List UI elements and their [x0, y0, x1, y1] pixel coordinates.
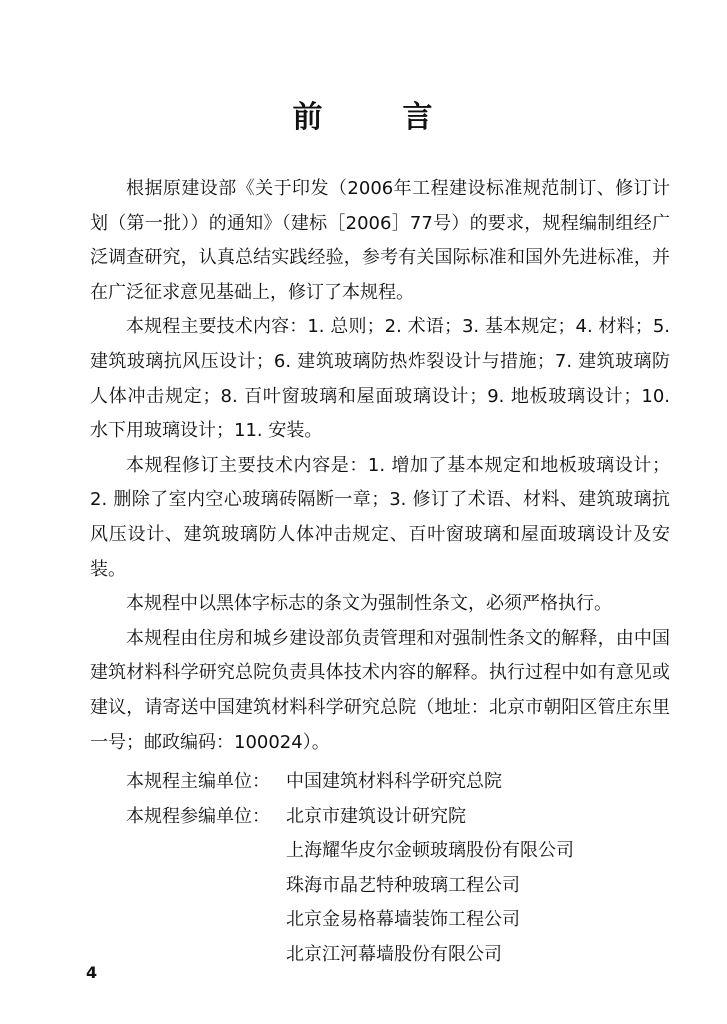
page-title-part1: 前	[292, 100, 325, 135]
page-title-part2: 言	[402, 100, 435, 135]
participating-unit: 珠海市晶艺特种玻璃工程公司	[286, 874, 520, 896]
paragraph-mandatory-clauses: 本规程中以黑体字标志的条文为强制性条文，必须严格执行。	[126, 593, 612, 615]
paragraph-main-contents: 本规程主要技术内容：1. 总则；2. 术语；3. 基本规定；4. 材料；5. 建筑玻璃抗风压设计；6. 建筑玻璃防热炸裂设计与措施；7. 建筑玻璃防人体冲击规定；8. 百叶窗玻璃和屋面玻璃设计；9. 地板玻璃设计；10. 水下用玻璃设计；11. 安装。	[90, 316, 670, 442]
page-title	[0, 92, 727, 136]
page-number: 4	[86, 963, 98, 982]
participating-units-row	[90, 800, 690, 973]
chief-unit-label: 本规程主编单位：	[126, 771, 270, 792]
participating-unit: 上海耀华皮尔金顿玻璃股份有限公司	[286, 840, 574, 862]
paragraph-management: 本规程由住房和城乡建设部负责管理和对强制性条文的解释，由中国建筑材料科学研究总院负责具体技术内容的解释。执行过程中如有意见或建议，请寄送中国建筑材料科学研究总院（地址：北京市朝阳区管庄东里一号；邮政编码：100024）。	[90, 627, 670, 753]
paragraph-revision-contents: 本规程修订主要技术内容是：1. 增加了基本规定和地板玻璃设计；2. 删除了室内空心玻璃砖隔断一章；3. 修订了术语、材料、建筑玻璃抗风压设计、建筑玻璃防人体冲击规定、百叶窗玻璃和屋面玻璃设计及安装。	[90, 454, 670, 580]
chief-unit-value: 中国建筑材料科学研究总院	[286, 771, 502, 792]
participating-unit: 北京江河幕墙股份有限公司	[286, 943, 502, 965]
participating-units-list	[286, 800, 574, 973]
drafting-units	[90, 765, 690, 973]
participating-unit: 北京市建筑设计研究院	[286, 805, 466, 827]
preface-body	[90, 172, 670, 760]
paragraph-basis: 根据原建设部《关于印发（2006年工程建设标准规范制订、修订计划（第一批））的通知》（建标［2006］77号）的要求，规程编制组经广泛调查研究，认真总结实践经验，参考有关国际标准和国外先进标准，并在广泛征求意见基础上，修订了本规程。	[90, 178, 670, 303]
participating-unit: 北京金易格幕墙装饰工程公司	[286, 909, 520, 931]
participating-units-label: 本规程参编单位：	[126, 805, 270, 827]
chief-unit-row	[90, 765, 690, 800]
